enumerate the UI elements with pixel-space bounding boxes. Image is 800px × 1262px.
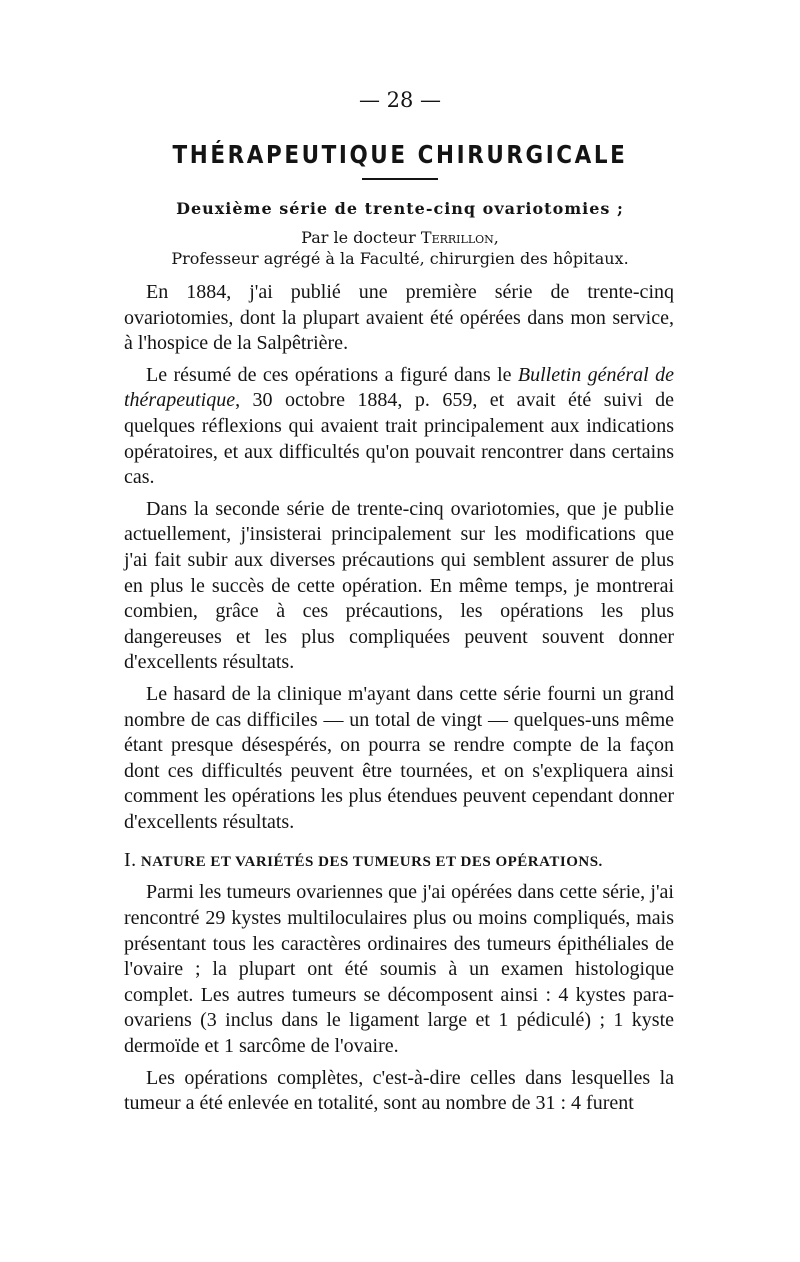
paragraph-2-rest: , 30 octobre 1884, p. 659, et avait été suivi de quelques réflexions qui avaient trait principalement aux indications opératoires, et aux difficultés qu'on pouvait rencontrer dans certains cas.	[124, 389, 674, 489]
paragraph-6: Les opérations complètes, c'est-à-dire celles dans lesquelles la tumeur a été enlevée en totalité, sont au nombre de 31 : 4 furent	[124, 1066, 674, 1115]
running-title: THÉRAPEUTIQUE CHIRURGICALE	[172, 140, 628, 169]
author-name: Terrillon,	[420, 228, 499, 247]
paragraph-2-lead: Le résumé de ces opérations a figuré dans le	[146, 363, 518, 386]
paragraph-2	[124, 363, 674, 491]
section-number: I.	[124, 849, 137, 872]
section-heading	[124, 849, 674, 872]
paragraph-3: Dans la seconde série de trente-cinq ovariotomies, que je publie actuellement, j'insisterai principalement sur les modifications que j'ai fait subir aux diverses précautions qui semblent assurer de plus en plus le succès de cette opération. En même temps, je montrerai combien, grâce à ces précautions, les opérations les plus dangereuses et les plus compliquées peuvent souvent donner d'excellents résultats.	[124, 497, 674, 674]
paragraph-5: Parmi les tumeurs ovariennes que j'ai opérées dans cette série, j'ai rencontré 29 kystes multiloculaires plus ou moins compliqués, mais présentant tous les caractères ordinaires des tumeurs épithéliales de l'ovaire ; la plupart ont été soumis à un examen histologique complet. Les autres tumeurs se décomposent ainsi : 4 kystes para-ovariens (3 inclus dans le ligament large et 1 pédiculé) ; 1 kyste dermoïde et 1 sarcôme de l'ovaire.	[124, 881, 674, 1058]
article-body	[124, 280, 674, 1123]
author-title: Professeur agrégé à la Faculté, chirurgien des hôpitaux.	[171, 249, 629, 268]
author-line	[0, 228, 800, 247]
paragraph-1: En 1884, j'ai publié une première série de trente-cinq ovariotomies, dont la plupart avaient été opérées dans mon service, à l'hospice de la Salpêtrière.	[124, 281, 674, 355]
author-prefix: Par le docteur	[301, 228, 421, 247]
page-number: — 28 —	[358, 88, 442, 112]
article-subtitle: Deuxième série de trente-cinq ovariotomies ;	[176, 199, 624, 218]
section-title: NATURE ET VARIÉTÉS DES TUMEURS ET DES OPÉRATIONS.	[136, 854, 603, 871]
title-rule	[362, 178, 438, 180]
journal-title: Bulletin général de thérapeutique	[124, 363, 674, 412]
paragraph-4: Le hasard de la clinique m'ayant dans cette série fourni un grand nombre de cas difficiles — un total de vingt — quelques-uns même étant presque désespérés, on pourra se rendre compte de la façon dont ces difficultés peuvent être tournées, et on s'expliquera ainsi comment les opérations les plus étendues peuvent cependant donner d'excellents résultats.	[124, 682, 674, 833]
